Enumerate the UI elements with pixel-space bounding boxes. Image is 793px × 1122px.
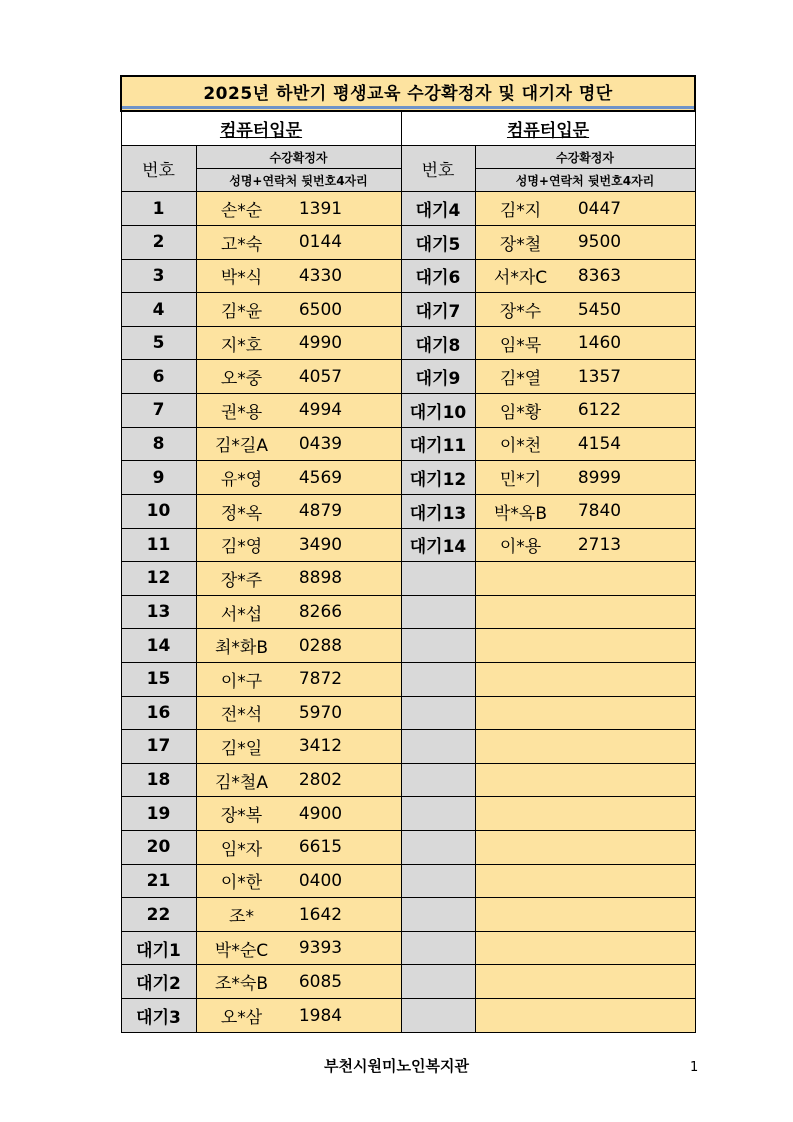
right-row-entry <box>475 259 695 293</box>
table-row <box>121 696 695 730</box>
person-name: 서*섭 <box>220 604 263 625</box>
right-empty-number <box>401 898 475 932</box>
left-row-number: 2 <box>121 226 196 260</box>
right-row-entry <box>475 326 695 360</box>
phone-last4: 8266 <box>298 602 343 623</box>
person-name: 임*묵 <box>499 335 542 356</box>
left-row-entry <box>196 226 401 260</box>
right-row-entry <box>475 226 695 260</box>
right-row-entry <box>475 192 695 226</box>
right-empty-number <box>401 696 475 730</box>
table-row <box>121 730 695 764</box>
table-row <box>121 662 695 696</box>
left-row-entry <box>196 898 401 932</box>
right-number-header: 번호 <box>401 146 475 192</box>
left-row-number: 15 <box>121 662 196 696</box>
right-empty-entry <box>475 763 695 797</box>
right-empty-number <box>401 763 475 797</box>
left-row-number: 7 <box>121 394 196 428</box>
right-row-number: 대기11 <box>401 427 475 461</box>
person-name: 박*옥B <box>493 503 547 524</box>
person-name: 장*복 <box>220 806 263 827</box>
phone-last4: 4994 <box>298 400 343 421</box>
right-empty-number <box>401 965 475 999</box>
table-row <box>121 830 695 864</box>
left-row-entry <box>196 999 401 1033</box>
phone-last4: 4154 <box>577 433 622 454</box>
table-row <box>121 562 695 596</box>
left-row-number: 18 <box>121 763 196 797</box>
phone-last4: 9500 <box>577 232 622 253</box>
left-row-entry <box>196 427 401 461</box>
left-row-number: 9 <box>121 461 196 495</box>
right-empty-entry <box>475 999 695 1033</box>
phone-last4: 1984 <box>298 1005 343 1026</box>
left-name-phone-header: 성명+연락처 뒷번호4자리 <box>196 169 401 192</box>
phone-last4: 4900 <box>298 803 343 824</box>
left-row-entry <box>196 696 401 730</box>
right-empty-number <box>401 730 475 764</box>
phone-last4: 8898 <box>298 568 343 589</box>
person-name: 김*영 <box>220 537 263 558</box>
right-empty-entry <box>475 562 695 596</box>
person-name: 유*영 <box>220 470 263 491</box>
phone-last4: 1357 <box>577 366 622 387</box>
left-row-entry <box>196 192 401 226</box>
phone-last4: 2802 <box>298 770 343 791</box>
right-empty-number <box>401 864 475 898</box>
phone-last4: 4057 <box>298 366 343 387</box>
phone-last4: 2713 <box>577 534 622 555</box>
right-empty-entry <box>475 965 695 999</box>
title-underline-bar <box>122 106 694 109</box>
person-name: 장*철 <box>499 234 542 255</box>
left-row-number: 4 <box>121 293 196 327</box>
table-row <box>121 528 695 562</box>
left-row-number: 22 <box>121 898 196 932</box>
person-name: 김*윤 <box>220 302 263 323</box>
left-row-number: 3 <box>121 259 196 293</box>
phone-last4: 8363 <box>577 265 622 286</box>
phone-last4: 0288 <box>298 635 343 656</box>
title-cell <box>121 76 695 111</box>
person-name: 임*황 <box>499 402 542 423</box>
left-row-number: 대기1 <box>121 931 196 965</box>
person-name: 장*주 <box>220 570 263 591</box>
table-row <box>121 259 695 293</box>
person-name: 오*삼 <box>220 1008 263 1029</box>
person-name: 이*용 <box>499 537 542 558</box>
table-row <box>121 427 695 461</box>
phone-last4: 6085 <box>298 971 343 992</box>
right-row-number: 대기7 <box>401 293 475 327</box>
left-row-entry <box>196 662 401 696</box>
right-row-number: 대기4 <box>401 192 475 226</box>
right-empty-number <box>401 999 475 1033</box>
left-row-entry <box>196 830 401 864</box>
left-row-entry <box>196 864 401 898</box>
left-row-entry <box>196 595 401 629</box>
left-row-number: 21 <box>121 864 196 898</box>
right-row-entry <box>475 293 695 327</box>
right-empty-number <box>401 595 475 629</box>
left-row-entry <box>196 629 401 663</box>
left-row-number: 17 <box>121 730 196 764</box>
person-name: 전*석 <box>220 705 263 726</box>
person-name: 오*중 <box>220 369 263 390</box>
right-confirmed-header: 수강확정자 <box>475 146 695 169</box>
table-row <box>121 965 695 999</box>
left-row-number: 5 <box>121 326 196 360</box>
right-empty-number <box>401 662 475 696</box>
person-name: 정*옥 <box>220 503 263 524</box>
right-row-entry <box>475 394 695 428</box>
phone-last4: 3412 <box>298 736 343 757</box>
table-row <box>121 494 695 528</box>
table-row <box>121 394 695 428</box>
table-row <box>121 999 695 1033</box>
table-row <box>121 326 695 360</box>
right-row-entry <box>475 360 695 394</box>
right-row-entry <box>475 461 695 495</box>
table-row <box>121 898 695 932</box>
table-row <box>121 293 695 327</box>
phone-last4: 9393 <box>298 938 343 959</box>
person-name: 임*자 <box>220 839 263 860</box>
left-course-title: 컴퓨터입문 <box>121 111 401 146</box>
person-name: 김*길A <box>215 436 268 457</box>
left-row-entry <box>196 562 401 596</box>
right-row-number: 대기10 <box>401 394 475 428</box>
phone-last4: 6122 <box>577 400 622 421</box>
person-name: 김*열 <box>499 369 542 390</box>
table-row <box>121 595 695 629</box>
phone-last4: 6500 <box>298 299 343 320</box>
roster-table <box>120 75 696 1033</box>
right-empty-number <box>401 797 475 831</box>
phone-last4: 0400 <box>298 870 343 891</box>
person-name: 고*숙 <box>220 234 263 255</box>
right-row-entry <box>475 494 695 528</box>
phone-last4: 5970 <box>298 702 343 723</box>
left-row-entry <box>196 965 401 999</box>
left-row-entry <box>196 461 401 495</box>
right-empty-entry <box>475 898 695 932</box>
right-empty-number <box>401 830 475 864</box>
right-row-number: 대기14 <box>401 528 475 562</box>
table-row <box>121 226 695 260</box>
left-row-number: 20 <box>121 830 196 864</box>
phone-last4: 4330 <box>298 265 343 286</box>
right-row-entry <box>475 427 695 461</box>
left-row-number: 대기2 <box>121 965 196 999</box>
person-name: 이*구 <box>220 671 263 692</box>
left-row-entry <box>196 931 401 965</box>
left-row-entry <box>196 326 401 360</box>
phone-last4: 4879 <box>298 501 343 522</box>
right-empty-number <box>401 931 475 965</box>
right-name-phone-header: 성명+연락처 뒷번호4자리 <box>475 169 695 192</box>
left-row-entry <box>196 293 401 327</box>
right-empty-entry <box>475 931 695 965</box>
right-empty-entry <box>475 797 695 831</box>
left-row-number: 12 <box>121 562 196 596</box>
person-name: 권*용 <box>220 402 263 423</box>
phone-last4: 8999 <box>577 467 622 488</box>
left-row-entry <box>196 797 401 831</box>
left-row-number: 13 <box>121 595 196 629</box>
table-row <box>121 360 695 394</box>
phone-last4: 4990 <box>298 333 343 354</box>
right-empty-entry <box>475 629 695 663</box>
person-name: 조* <box>229 907 254 927</box>
left-row-entry <box>196 494 401 528</box>
left-row-number: 16 <box>121 696 196 730</box>
left-row-number: 14 <box>121 629 196 663</box>
left-row-number: 11 <box>121 528 196 562</box>
phone-last4: 4569 <box>298 467 343 488</box>
person-name: 손*순 <box>220 201 263 222</box>
right-row-entry <box>475 528 695 562</box>
person-name: 김*철A <box>215 772 268 793</box>
right-empty-number <box>401 562 475 596</box>
table-row <box>121 864 695 898</box>
person-name: 서*자C <box>493 268 548 289</box>
phone-last4: 1642 <box>298 904 343 925</box>
left-row-number: 대기3 <box>121 999 196 1033</box>
right-empty-entry <box>475 595 695 629</box>
left-row-entry <box>196 528 401 562</box>
phone-last4: 7872 <box>298 669 343 690</box>
left-number-header: 번호 <box>121 146 196 192</box>
table-row <box>121 629 695 663</box>
person-name: 김*일 <box>220 738 263 759</box>
right-row-number: 대기5 <box>401 226 475 260</box>
right-empty-entry <box>475 730 695 764</box>
left-confirmed-header: 수강확정자 <box>196 146 401 169</box>
right-empty-number <box>401 629 475 663</box>
left-row-entry <box>196 763 401 797</box>
table-row <box>121 763 695 797</box>
table-row <box>121 192 695 226</box>
left-row-number: 6 <box>121 360 196 394</box>
left-row-number: 8 <box>121 427 196 461</box>
phone-last4: 6615 <box>298 837 343 858</box>
right-empty-entry <box>475 662 695 696</box>
left-row-number: 1 <box>121 192 196 226</box>
phone-last4: 0439 <box>298 433 343 454</box>
person-name: 지*호 <box>220 335 263 356</box>
person-name: 이*한 <box>220 873 263 894</box>
person-name: 최*화B <box>214 638 268 659</box>
left-row-entry <box>196 360 401 394</box>
person-name: 장*수 <box>499 302 542 323</box>
right-course-title: 컴퓨터입문 <box>401 111 695 146</box>
table-row <box>121 461 695 495</box>
right-row-number: 대기12 <box>401 461 475 495</box>
person-name: 김*지 <box>499 201 542 222</box>
phone-last4: 3490 <box>298 534 343 555</box>
right-empty-entry <box>475 830 695 864</box>
left-row-number: 19 <box>121 797 196 831</box>
person-name: 이*천 <box>499 436 542 457</box>
table-row <box>121 797 695 831</box>
right-empty-entry <box>475 864 695 898</box>
page-number: 1 <box>690 1060 699 1075</box>
phone-last4: 1460 <box>577 333 622 354</box>
right-row-number: 대기13 <box>401 494 475 528</box>
left-row-entry <box>196 730 401 764</box>
person-name: 박*순C <box>214 940 269 961</box>
person-name: 조*숙B <box>214 974 268 995</box>
person-name: 민*기 <box>499 470 542 491</box>
right-row-number: 대기9 <box>401 360 475 394</box>
footer-organization: 부천시원미노인복지관 <box>324 1057 469 1075</box>
right-row-number: 대기8 <box>401 326 475 360</box>
left-row-entry <box>196 394 401 428</box>
table-row <box>121 931 695 965</box>
right-row-number: 대기6 <box>401 259 475 293</box>
phone-last4: 1391 <box>298 198 343 219</box>
phone-last4: 0447 <box>577 198 622 219</box>
phone-last4: 5450 <box>577 299 622 320</box>
phone-last4: 0144 <box>298 232 343 253</box>
right-empty-entry <box>475 696 695 730</box>
left-row-number: 10 <box>121 494 196 528</box>
phone-last4: 7840 <box>577 501 622 522</box>
person-name: 박*식 <box>220 268 263 289</box>
left-row-entry <box>196 259 401 293</box>
page-title: 2025년 하반기 평생교육 수강확정자 및 대기자 명단 <box>203 83 613 104</box>
